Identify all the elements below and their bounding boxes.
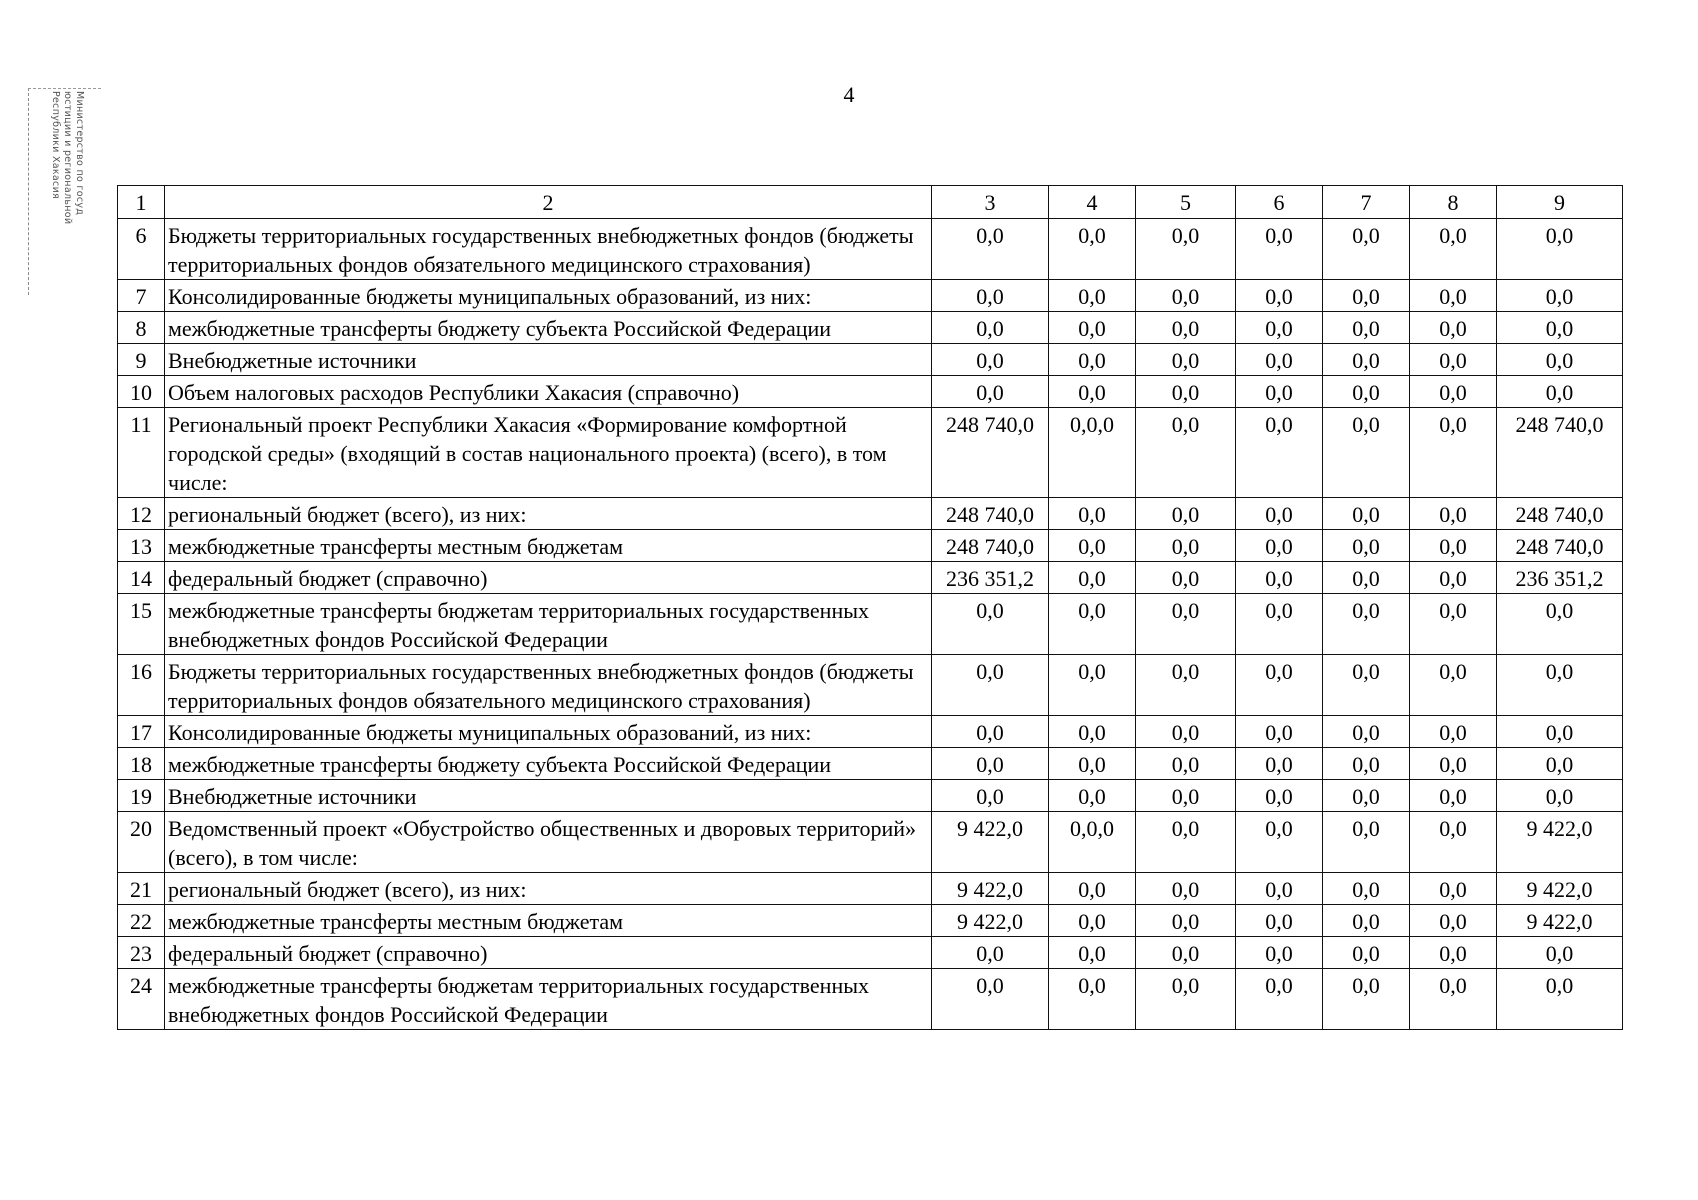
value-cell: 0,0 xyxy=(1410,655,1497,716)
value-cell: 0,0 xyxy=(1410,408,1497,498)
row-name-cell: межбюджетные трансферты бюджету субъекта Российской Федерации xyxy=(165,748,932,780)
value-cell: 0,0 xyxy=(1410,780,1497,812)
value-cell: 0,0 xyxy=(932,716,1049,748)
value-cell: 0,0 xyxy=(1323,937,1410,969)
table-header-row xyxy=(118,186,1623,219)
value-cell: 0,0 xyxy=(1410,748,1497,780)
value-cell: 0,0 xyxy=(932,748,1049,780)
value-cell: 0,0 xyxy=(1236,219,1323,280)
value-cell: 236 351,2 xyxy=(1497,562,1623,594)
value-cell: 0,0 xyxy=(1236,937,1323,969)
value-cell: 0,0 xyxy=(1323,716,1410,748)
header-cell: 6 xyxy=(1236,186,1323,219)
value-cell: 0,0 xyxy=(932,376,1049,408)
value-cell: 0,0 xyxy=(1323,408,1410,498)
row-number-cell: 8 xyxy=(118,312,165,344)
row-number-cell: 23 xyxy=(118,937,165,969)
header-cell: 1 xyxy=(118,186,165,219)
value-cell: 0,0 xyxy=(1410,530,1497,562)
value-cell: 0,0 xyxy=(1497,969,1623,1030)
row-number-cell: 16 xyxy=(118,655,165,716)
value-cell: 0,0 xyxy=(1136,594,1236,655)
value-cell: 0,0 xyxy=(1236,812,1323,873)
value-cell: 0,0 xyxy=(1236,344,1323,376)
value-cell: 0,0 xyxy=(1049,344,1136,376)
value-cell: 0,0 xyxy=(1049,969,1136,1030)
value-cell: 0,0 xyxy=(1410,716,1497,748)
value-cell: 0,0 xyxy=(1410,937,1497,969)
value-cell: 0,0 xyxy=(1136,716,1236,748)
value-cell: 0,0 xyxy=(1136,344,1236,376)
value-cell: 0,0 xyxy=(1497,376,1623,408)
value-cell: 0,0 xyxy=(1323,280,1410,312)
header-cell: 4 xyxy=(1049,186,1136,219)
value-cell: 0,0 xyxy=(1497,716,1623,748)
value-cell: 0,0 xyxy=(1136,655,1236,716)
registration-stamp xyxy=(28,88,101,295)
value-cell: 0,0 xyxy=(1049,312,1136,344)
value-cell: 0,0 xyxy=(1049,748,1136,780)
row-name-cell: Бюджеты территориальных государственных внебюджетных фондов (бюджеты территориальных фондов обязательного медицинского страхования) xyxy=(165,219,932,280)
table-row xyxy=(118,594,1623,655)
value-cell: 0,0 xyxy=(1136,530,1236,562)
value-cell: 0,0 xyxy=(1410,562,1497,594)
table-body xyxy=(118,186,1623,1030)
value-cell: 0,0 xyxy=(1323,969,1410,1030)
table-row xyxy=(118,905,1623,937)
stamp-text: Министерство по госуд юстиции и региональной Республики Хакасия xyxy=(50,91,85,225)
value-cell: 0,0 xyxy=(1497,780,1623,812)
value-cell: 0,0 xyxy=(1236,780,1323,812)
value-cell: 0,0 xyxy=(1136,408,1236,498)
value-cell: 0,0 xyxy=(1497,748,1623,780)
value-cell: 248 740,0 xyxy=(1497,530,1623,562)
header-cell: 2 xyxy=(165,186,932,219)
row-number-cell: 9 xyxy=(118,344,165,376)
value-cell: 0,0 xyxy=(1136,873,1236,905)
table-row xyxy=(118,280,1623,312)
value-cell: 0,0 xyxy=(1049,498,1136,530)
value-cell: 0,0 xyxy=(1136,312,1236,344)
table-row xyxy=(118,655,1623,716)
value-cell: 0,0 xyxy=(1236,716,1323,748)
value-cell: 0,0 xyxy=(1410,873,1497,905)
value-cell: 0,0 xyxy=(1236,873,1323,905)
value-cell: 248 740,0 xyxy=(932,408,1049,498)
value-cell: 0,0 xyxy=(1323,873,1410,905)
value-cell: 0,0 xyxy=(1410,594,1497,655)
table-row xyxy=(118,969,1623,1030)
value-cell: 0,0 xyxy=(1136,748,1236,780)
value-cell: 9 422,0 xyxy=(932,812,1049,873)
table-row xyxy=(118,562,1623,594)
table-row xyxy=(118,498,1623,530)
value-cell: 9 422,0 xyxy=(932,873,1049,905)
value-cell: 0,0 xyxy=(1497,937,1623,969)
value-cell: 0,0 xyxy=(1410,280,1497,312)
value-cell: 0,0 xyxy=(1323,530,1410,562)
value-cell: 0,0 xyxy=(1049,873,1136,905)
value-cell: 0,0 xyxy=(1410,812,1497,873)
table-row xyxy=(118,219,1623,280)
value-cell: 0,0 xyxy=(1410,376,1497,408)
value-cell: 0,0 xyxy=(1049,280,1136,312)
row-name-cell: региональный бюджет (всего), из них: xyxy=(165,873,932,905)
value-cell: 9 422,0 xyxy=(1497,873,1623,905)
row-name-cell: региональный бюджет (всего), из них: xyxy=(165,498,932,530)
value-cell: 248 740,0 xyxy=(932,530,1049,562)
row-number-cell: 12 xyxy=(118,498,165,530)
row-name-cell: межбюджетные трансферты местным бюджетам xyxy=(165,905,932,937)
table-row xyxy=(118,376,1623,408)
row-name-cell: Консолидированные бюджеты муниципальных образований, из них: xyxy=(165,280,932,312)
row-number-cell: 10 xyxy=(118,376,165,408)
row-name-cell: Консолидированные бюджеты муниципальных образований, из них: xyxy=(165,716,932,748)
value-cell: 0,0 xyxy=(932,937,1049,969)
row-number-cell: 20 xyxy=(118,812,165,873)
row-name-cell: Ведомственный проект «Обустройство общественных и дворовых территорий» (всего), в том числе: xyxy=(165,812,932,873)
value-cell: 0,0 xyxy=(1323,562,1410,594)
value-cell: 0,0 xyxy=(1049,530,1136,562)
value-cell: 0,0 xyxy=(1323,344,1410,376)
row-name-cell: Внебюджетные источники xyxy=(165,344,932,376)
table-row xyxy=(118,344,1623,376)
header-cell: 3 xyxy=(932,186,1049,219)
row-number-cell: 22 xyxy=(118,905,165,937)
value-cell: 0,0 xyxy=(1410,344,1497,376)
value-cell: 0,0 xyxy=(1049,594,1136,655)
table-row xyxy=(118,530,1623,562)
value-cell: 0,0 xyxy=(932,312,1049,344)
value-cell: 248 740,0 xyxy=(932,498,1049,530)
value-cell: 0,0 xyxy=(1323,780,1410,812)
table-row xyxy=(118,873,1623,905)
value-cell: 0,0 xyxy=(1323,376,1410,408)
value-cell: 0,0 xyxy=(1049,376,1136,408)
value-cell: 0,0 xyxy=(1323,905,1410,937)
table-row xyxy=(118,408,1623,498)
value-cell: 0,0 xyxy=(1136,812,1236,873)
table-row xyxy=(118,716,1623,748)
budget-table xyxy=(117,185,1623,1030)
value-cell: 0,0 xyxy=(1136,498,1236,530)
table-row xyxy=(118,937,1623,969)
value-cell: 0,0 xyxy=(1410,498,1497,530)
value-cell: 0,0 xyxy=(1136,280,1236,312)
value-cell: 0,0 xyxy=(1323,219,1410,280)
row-name-cell: федеральный бюджет (справочно) xyxy=(165,937,932,969)
value-cell: 0,0 xyxy=(1323,312,1410,344)
row-name-cell: федеральный бюджет (справочно) xyxy=(165,562,932,594)
table-row xyxy=(118,812,1623,873)
value-cell: 0,0 xyxy=(1497,655,1623,716)
row-name-cell: межбюджетные трансферты местным бюджетам xyxy=(165,530,932,562)
row-number-cell: 7 xyxy=(118,280,165,312)
value-cell: 0,0 xyxy=(1323,748,1410,780)
value-cell: 0,0 xyxy=(1136,219,1236,280)
row-number-cell: 6 xyxy=(118,219,165,280)
header-cell: 5 xyxy=(1136,186,1236,219)
value-cell: 0,0,0 xyxy=(1049,408,1136,498)
row-name-cell: Бюджеты территориальных государственных внебюджетных фондов (бюджеты территориальных фондов обязательного медицинского страхования) xyxy=(165,655,932,716)
value-cell: 0,0 xyxy=(1497,312,1623,344)
value-cell: 0,0 xyxy=(932,780,1049,812)
value-cell: 0,0 xyxy=(932,219,1049,280)
value-cell: 0,0 xyxy=(1323,655,1410,716)
row-name-cell: Внебюджетные источники xyxy=(165,780,932,812)
value-cell: 0,0 xyxy=(1410,905,1497,937)
value-cell: 0,0 xyxy=(932,655,1049,716)
value-cell: 248 740,0 xyxy=(1497,408,1623,498)
table-row xyxy=(118,748,1623,780)
value-cell: 0,0 xyxy=(1410,969,1497,1030)
row-number-cell: 14 xyxy=(118,562,165,594)
value-cell: 0,0 xyxy=(1323,498,1410,530)
value-cell: 0,0 xyxy=(1049,905,1136,937)
value-cell: 0,0 xyxy=(1236,376,1323,408)
row-name-cell: Региональный проект Республики Хакасия «Формирование комфортной городской среды» (входящий в состав национального проекта) (всего), в том числе: xyxy=(165,408,932,498)
value-cell: 0,0 xyxy=(1497,594,1623,655)
value-cell: 0,0 xyxy=(1497,280,1623,312)
row-number-cell: 24 xyxy=(118,969,165,1030)
value-cell: 236 351,2 xyxy=(932,562,1049,594)
value-cell: 0,0 xyxy=(1049,562,1136,594)
value-cell: 0,0 xyxy=(1236,530,1323,562)
value-cell: 0,0 xyxy=(1497,344,1623,376)
value-cell: 9 422,0 xyxy=(1497,905,1623,937)
row-number-cell: 18 xyxy=(118,748,165,780)
header-cell: 9 xyxy=(1497,186,1623,219)
row-name-cell: межбюджетные трансферты бюджетам территориальных государственных внебюджетных фондов Российской Федерации xyxy=(165,594,932,655)
value-cell: 0,0 xyxy=(1236,655,1323,716)
value-cell: 0,0 xyxy=(1136,376,1236,408)
value-cell: 0,0 xyxy=(932,594,1049,655)
value-cell: 0,0 xyxy=(1410,312,1497,344)
value-cell: 0,0 xyxy=(1236,969,1323,1030)
value-cell: 0,0 xyxy=(1410,219,1497,280)
row-number-cell: 15 xyxy=(118,594,165,655)
page-number: 4 xyxy=(843,82,855,107)
value-cell: 0,0 xyxy=(1049,716,1136,748)
value-cell: 0,0 xyxy=(1323,812,1410,873)
value-cell: 9 422,0 xyxy=(932,905,1049,937)
table-row xyxy=(118,312,1623,344)
value-cell: 0,0 xyxy=(932,969,1049,1030)
row-number-cell: 19 xyxy=(118,780,165,812)
value-cell: 0,0 xyxy=(1236,748,1323,780)
row-name-cell: межбюджетные трансферты бюджету субъекта Российской Федерации xyxy=(165,312,932,344)
value-cell: 0,0 xyxy=(1136,780,1236,812)
value-cell: 0,0 xyxy=(1236,562,1323,594)
row-name-cell: Объем налоговых расходов Республики Хакасия (справочно) xyxy=(165,376,932,408)
value-cell: 0,0 xyxy=(1497,219,1623,280)
value-cell: 0,0,0 xyxy=(1049,812,1136,873)
value-cell: 0,0 xyxy=(1236,905,1323,937)
value-cell: 0,0 xyxy=(1136,937,1236,969)
value-cell: 9 422,0 xyxy=(1497,812,1623,873)
value-cell: 0,0 xyxy=(1323,594,1410,655)
header-cell: 8 xyxy=(1410,186,1497,219)
value-cell: 0,0 xyxy=(1049,937,1136,969)
value-cell: 0,0 xyxy=(1236,312,1323,344)
value-cell: 0,0 xyxy=(1136,562,1236,594)
value-cell: 0,0 xyxy=(932,344,1049,376)
value-cell: 0,0 xyxy=(1236,498,1323,530)
value-cell: 0,0 xyxy=(1049,780,1136,812)
value-cell: 248 740,0 xyxy=(1497,498,1623,530)
row-number-cell: 13 xyxy=(118,530,165,562)
value-cell: 0,0 xyxy=(1136,905,1236,937)
value-cell: 0,0 xyxy=(1236,594,1323,655)
value-cell: 0,0 xyxy=(1049,655,1136,716)
row-number-cell: 17 xyxy=(118,716,165,748)
value-cell: 0,0 xyxy=(932,280,1049,312)
header-cell: 7 xyxy=(1323,186,1410,219)
row-number-cell: 21 xyxy=(118,873,165,905)
value-cell: 0,0 xyxy=(1236,408,1323,498)
row-number-cell: 11 xyxy=(118,408,165,498)
value-cell: 0,0 xyxy=(1049,219,1136,280)
row-name-cell: межбюджетные трансферты бюджетам территориальных государственных внебюджетных фондов Российской Федерации xyxy=(165,969,932,1030)
value-cell: 0,0 xyxy=(1236,280,1323,312)
value-cell: 0,0 xyxy=(1136,969,1236,1030)
table-row xyxy=(118,780,1623,812)
